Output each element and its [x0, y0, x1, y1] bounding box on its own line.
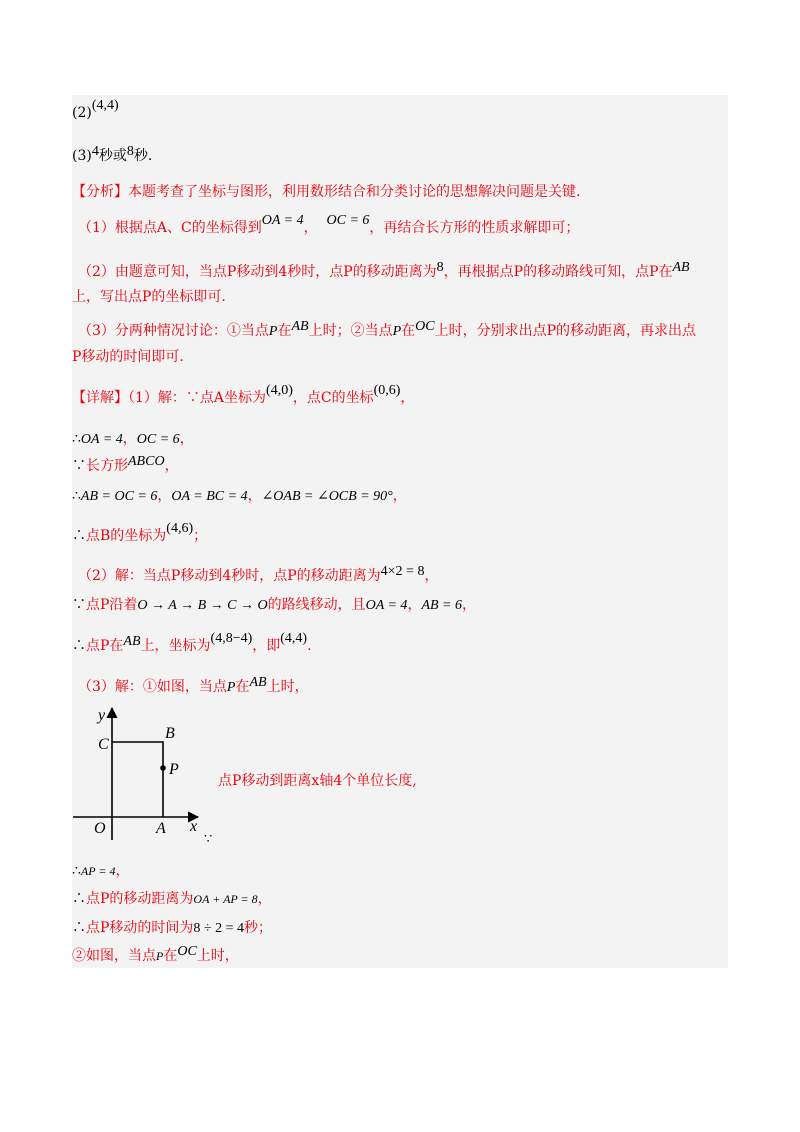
solution-s1-l2 [72, 429, 194, 450]
analysis-p3-mid: 上时；②当点 [308, 323, 393, 339]
analysis-p1-oa: OA = 4 [261, 213, 304, 228]
solution-s1-l4-c: ∠OAB = ∠OCB = 90° [261, 489, 393, 504]
analysis-p3-oc: OC [415, 319, 435, 334]
analysis-p2 [78, 262, 690, 283]
solution-s1-l4-end: ， [392, 488, 407, 504]
solution-s2 [78, 566, 438, 587]
solution-s3-l5 [72, 946, 239, 967]
solution-s2-l3 [72, 631, 312, 657]
answer-2-label: (2) [72, 105, 92, 121]
analysis-p3-p2: P [392, 324, 402, 339]
figure-because [204, 830, 212, 850]
analysis-p3-in2: 在 [401, 323, 416, 339]
solution-s2-l3-c2: (4,4) [280, 631, 308, 646]
analysis-tag: 【分析】 [72, 184, 128, 200]
answer-3-time2: 8 [126, 144, 134, 159]
solution-s1-l3-end: ， [164, 458, 179, 474]
solution-s2-l2 [72, 595, 476, 616]
analysis-p3-line2-text: P移动的时间即可. [72, 349, 184, 365]
b-label: B [165, 725, 175, 742]
solution-s2-l2-oa: OA = 4 [365, 598, 408, 613]
analysis-p1-comma: ， [303, 220, 318, 236]
answer-3-mid: 秒或 [98, 148, 127, 164]
figure-note-text: 点P移动到距离x轴4个单位长度, [218, 773, 417, 789]
solution-s2-l3-ab: AB [123, 634, 141, 649]
analysis-p1-start: （1）根据点A、C的坐标得到 [78, 220, 262, 236]
figure-note [218, 771, 417, 791]
answer-2 [72, 98, 119, 124]
solution-s1-l2-oa: OA = 4 [80, 432, 123, 447]
solution-s1-a: (4,0) [266, 383, 293, 398]
rectangle-outline [112, 742, 163, 817]
because-symbol: ∵ [72, 458, 86, 474]
solution-s3-l4-text: 点P移动的时间为 [86, 920, 194, 936]
analysis-p3-start: （3）分两种情况讨论：①当点 [78, 323, 269, 339]
a-label: A [156, 820, 166, 837]
solution-s2-l3-end: . [307, 638, 312, 654]
solution-s2-l3-mid2: ，即 [252, 638, 281, 654]
therefore-symbol: ∴ [72, 863, 81, 879]
solution-s2-l2-end: ， [462, 597, 476, 613]
solution-s2-l2-path: O → A → B → C → O [137, 598, 268, 613]
coordinate-figure [70, 700, 230, 845]
solution-s2-end: ， [424, 568, 439, 584]
solution-s3-l3-end: ， [257, 891, 272, 907]
therefore-symbol: ∴ [72, 528, 86, 544]
o-label: O [94, 820, 106, 837]
solution-s3 [78, 677, 309, 698]
solution-s3-l5-oc: OC [177, 944, 197, 959]
analysis-p2-mid: ，再根据点P的移动路线可知，点P在 [443, 264, 673, 280]
c-label: C [98, 736, 109, 753]
solution-s3-ab: AB [249, 675, 267, 690]
solution-s3-l3-text: 点P的移动距离为 [86, 891, 194, 907]
analysis-intro-text: 本题考查了坐标与图形，利用数形结合和分类讨论的思想解决问题是关键. [128, 184, 581, 200]
analysis-p3-in1: 在 [277, 323, 292, 339]
analysis-p2-line2 [72, 287, 226, 307]
solution-s2-l2-text: 点P沿着 [86, 597, 138, 613]
solution-s1-c: (0,6) [373, 383, 401, 398]
analysis-p3-line2 [72, 347, 184, 367]
solution-s3-l2-ap: AP = 4 [80, 864, 116, 878]
analysis-p2-line2-text: 上，写出点P的坐标即可. [72, 289, 226, 305]
solution-s1-mid: ，点C的坐标 [292, 390, 374, 406]
because-symbol: ∵ [204, 832, 213, 847]
solution-s3-l5-start: ②如图，当点 [72, 948, 156, 964]
analysis-p2-dist: 8 [436, 260, 444, 275]
solution-s1-l2-end: ， [179, 431, 194, 447]
answer-3-label: (3) [72, 148, 92, 164]
solution-s2-calc: 4×2 = 8 [380, 564, 425, 579]
solution-s3-start: （3）解：①如图，当点 [78, 679, 227, 695]
solution-s1-l5 [72, 521, 208, 547]
solution-s3-end: 上时， [266, 679, 309, 695]
analysis-intro [72, 182, 580, 202]
y-label: y [98, 707, 106, 724]
solution-s1 [72, 383, 415, 409]
solution-s1-start: （1）解：∵点A坐标为 [128, 390, 267, 406]
x-label: x [190, 818, 198, 835]
solution-s1-l5-end: ； [193, 528, 208, 544]
solution-s1-l2-comma: ， [122, 431, 137, 447]
solution-s2-l3-text: 点P在 [86, 638, 124, 654]
analysis-p3-p1: P [268, 324, 278, 339]
solution-s2-l2-comma: ， [407, 597, 422, 613]
solution-s3-l2 [72, 861, 129, 881]
answer-3-end: 秒. [133, 148, 153, 164]
solution-s3-l5-p: P [156, 949, 164, 963]
solution-s3-l5-end: 上时， [196, 948, 239, 964]
solution-s1-l4 [72, 486, 407, 507]
solution-s3-l4-end: 秒； [244, 920, 273, 936]
solution-s2-l2-mid: 的路线移动，且 [267, 597, 366, 613]
solution-s2-l2-ab: AB = 6 [421, 598, 462, 613]
solution-s3-p: P [226, 680, 236, 695]
solution-s1-l3-text: 长方形 [86, 458, 128, 474]
solution-s3-l3 [72, 889, 272, 909]
therefore-symbol: ∴ [72, 431, 81, 447]
therefore-symbol: ∴ [72, 638, 86, 654]
solution-s3-in: 在 [235, 679, 250, 695]
solution-s1-end: ， [400, 390, 415, 406]
answer-3 [72, 146, 152, 167]
therefore-symbol: ∴ [72, 920, 86, 936]
solution-s3-l5-in: 在 [163, 948, 178, 964]
analysis-p1-oc: OC = 6 [326, 213, 370, 228]
solution-s1-l3-rect: ABCO [128, 454, 165, 469]
solution-s1-l5-text: 点B的坐标为 [86, 528, 167, 544]
solution-s2-start: （2）解：当点P移动到4秒时，点P的移动距离为 [78, 568, 381, 584]
solution-tag: 【详解】 [72, 390, 128, 406]
solution-s3-l4-calc: 8 ÷ 2 = 4 [193, 921, 245, 936]
solution-s2-l3-mid: 上，坐标为 [140, 638, 211, 654]
solution-s1-l4-a: AB = OC = 6 [80, 489, 158, 504]
analysis-p3-ab: AB [291, 319, 309, 334]
solution-s2-l3-c1: (4,8−4) [210, 631, 253, 646]
p-label: P [169, 761, 179, 778]
solution-s1-l5-b: (4,6) [166, 521, 194, 536]
solution-s3-l2-end: ， [115, 863, 130, 879]
therefore-symbol: ∴ [72, 488, 81, 504]
therefore-symbol: ∴ [72, 891, 86, 907]
analysis-p3-end: 上时，分别求出点P的移动距离，再求出点 [434, 323, 697, 339]
solution-s1-l4-c2: ， [247, 488, 262, 504]
solution-s3-l3-calc: OA + AP = 8 [193, 892, 258, 906]
answer-3-time1: 4 [91, 144, 99, 159]
solution-s3-l4 [72, 918, 272, 939]
solution-s1-l4-b: OA = BC = 4 [171, 489, 248, 504]
analysis-p1 [78, 213, 580, 239]
solution-s1-l2-oc: OC = 6 [136, 432, 180, 447]
point-p [160, 765, 166, 771]
analysis-p2-start: （2）由题意可知，当点P移动到4秒时，点P的移动距离为 [78, 264, 437, 280]
analysis-p3 [78, 321, 696, 342]
answer-2-value: (4,4) [91, 98, 119, 113]
analysis-p1-end: ，再结合长方形的性质求解即可； [369, 220, 580, 236]
solution-s1-l3 [72, 456, 179, 477]
solution-s1-l4-c1: ， [157, 488, 172, 504]
analysis-p2-ab: AB [672, 260, 690, 275]
because-symbol: ∵ [72, 597, 86, 613]
